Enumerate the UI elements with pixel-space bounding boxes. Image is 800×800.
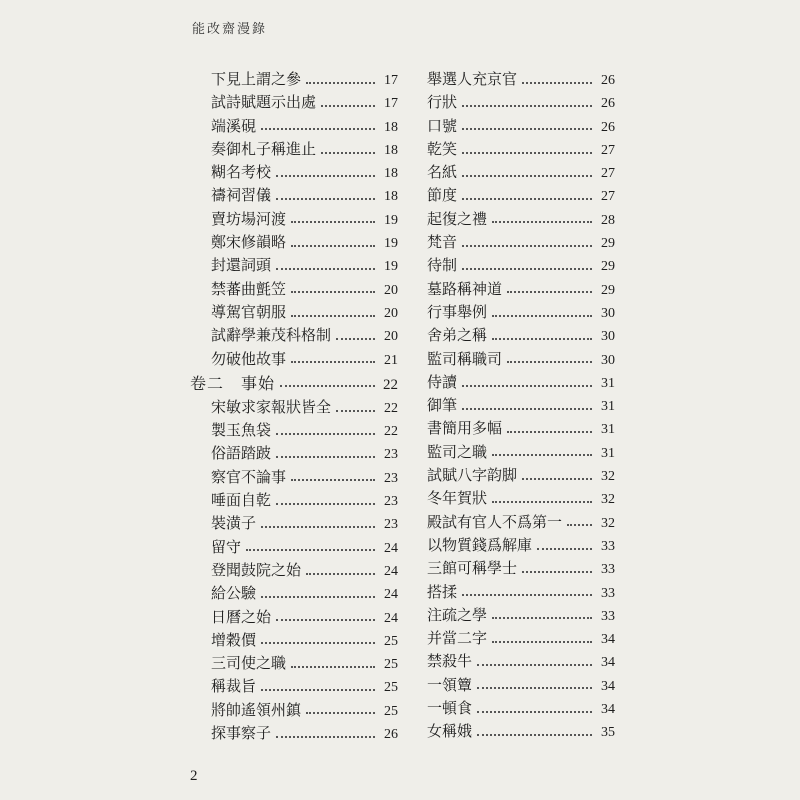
toc-entry-page: 24 (384, 540, 398, 556)
toc-entry (190, 699, 398, 722)
toc-entry-title: 待制 (427, 256, 458, 275)
toc-entry-title: 御筆 (427, 396, 458, 415)
toc-entry-page: 35 (601, 725, 615, 741)
dot-leader (507, 291, 592, 293)
toc-entry-page: 25 (384, 633, 398, 649)
dot-leader (261, 128, 375, 130)
toc-entry-title: 侍讀 (427, 372, 458, 391)
toc-entry-title: 賣坊場河渡 (211, 209, 287, 228)
dot-leader (291, 221, 375, 223)
toc-entry-title: 三館可稱學士 (427, 559, 518, 578)
toc-entry (427, 371, 615, 394)
toc-entry (427, 68, 615, 91)
dot-leader (567, 524, 592, 526)
dot-leader (276, 456, 375, 458)
toc-entry-page: 30 (601, 305, 615, 321)
toc-entry (427, 184, 615, 207)
toc-entry (190, 161, 398, 184)
toc-entry-page: 28 (601, 212, 615, 228)
dot-leader (477, 664, 592, 666)
toc-entry (190, 512, 398, 535)
dot-leader (276, 198, 375, 200)
toc-entry-page: 31 (601, 399, 615, 415)
toc-entry-title: 增穀價 (211, 630, 257, 649)
dot-leader (492, 617, 592, 619)
toc-entry-page: 23 (384, 470, 398, 486)
toc-entry (190, 115, 398, 138)
toc-entry (427, 115, 615, 138)
toc-entry (190, 138, 398, 161)
dot-leader (321, 152, 375, 154)
toc-entry-page: 29 (601, 259, 615, 275)
toc-entry-title: 鄭宋修韻略 (211, 233, 287, 252)
toc-entry (190, 606, 398, 629)
toc-entry-page: 27 (601, 166, 615, 182)
dot-leader (477, 711, 592, 713)
toc-entry-title: 女稱娥 (427, 722, 473, 741)
toc-entry (427, 697, 615, 720)
toc-entry-title: 留守 (211, 537, 242, 556)
toc-entry (427, 581, 615, 604)
dot-leader (246, 549, 375, 551)
toc-entry (427, 627, 615, 650)
toc-entry-title: 一頓食 (427, 699, 473, 718)
toc-entry (190, 91, 398, 114)
toc-entry (427, 417, 615, 440)
toc-entry-title: 以物質錢爲解庫 (427, 535, 533, 554)
toc-entry (190, 208, 398, 231)
toc-entry-title: 舍弟之稱 (427, 326, 488, 345)
dot-leader (261, 642, 375, 644)
dot-leader (291, 666, 375, 668)
dot-leader (291, 361, 375, 363)
toc-entry (190, 348, 398, 371)
dot-leader (291, 245, 375, 247)
dot-leader (477, 734, 592, 736)
toc-entry-title: 俗語踏跛 (211, 444, 272, 463)
toc-entry-page: 18 (384, 189, 398, 205)
toc-entry-page: 29 (601, 282, 615, 298)
toc-entry-title: 名紙 (427, 163, 458, 182)
toc-entry (427, 91, 615, 114)
toc-entry-page: 22 (384, 424, 398, 440)
toc-entry (427, 301, 615, 324)
toc-entry-page: 31 (601, 422, 615, 438)
toc-entry-title: 試賦八字韵脚 (427, 466, 518, 485)
toc-entry-title: 監司之職 (427, 442, 488, 461)
toc-entry-title: 給公驗 (211, 584, 257, 603)
running-head: 能改齋漫錄 (192, 22, 268, 37)
toc-entry-title: 製玉魚袋 (211, 421, 272, 440)
toc-entry (427, 487, 615, 510)
toc-entry-page: 31 (601, 375, 615, 391)
dot-leader (492, 501, 592, 503)
toc-entry-page: 20 (384, 329, 398, 345)
dot-leader (276, 503, 375, 505)
toc-entry-page: 19 (384, 212, 398, 228)
toc-entry-page: 33 (601, 538, 615, 554)
toc-entry (190, 466, 398, 489)
toc-entry-page: 26 (601, 73, 615, 88)
dot-leader (291, 315, 375, 317)
toc-entry (427, 161, 615, 184)
toc-entry (190, 419, 398, 442)
dot-leader (492, 641, 592, 643)
dot-leader (492, 338, 592, 340)
toc-entry (427, 254, 615, 277)
toc-entry-title: 三司使之職 (211, 654, 287, 673)
toc-entry-page: 23 (384, 494, 398, 510)
toc-entry-page: 27 (601, 189, 615, 205)
toc-entry-page: 25 (384, 657, 398, 673)
dot-leader (522, 82, 592, 84)
toc-entry-title: 行狀 (427, 93, 458, 112)
toc-entry (190, 652, 398, 675)
dot-leader (321, 105, 375, 107)
toc-entry-page: 20 (384, 305, 398, 321)
dot-leader (492, 221, 592, 223)
toc-entry-title: 監司稱職司 (427, 349, 503, 368)
dot-leader (507, 361, 592, 363)
dot-leader (462, 245, 592, 247)
toc-entry (190, 442, 398, 465)
dot-leader (507, 431, 592, 433)
toc-entry-page: 24 (384, 563, 398, 579)
toc-entry (190, 559, 398, 582)
dot-leader (477, 687, 592, 689)
toc-entry (427, 348, 615, 371)
toc-entry-title: 禁殺牛 (427, 652, 473, 671)
dot-leader (462, 198, 592, 200)
page-number: 2 (190, 768, 198, 784)
toc-entry-title: 勿破他故事 (211, 349, 287, 368)
dot-leader (492, 315, 592, 317)
dot-leader (522, 478, 592, 480)
toc-entry-title: 封還詞頭 (211, 256, 272, 275)
toc-entry (427, 138, 615, 161)
dot-leader (462, 175, 592, 177)
toc-entry-title: 梵音 (427, 233, 458, 252)
dot-leader (462, 152, 592, 154)
toc-entry-page: 27 (601, 142, 615, 158)
toc-entry-title: 宋敏求家報狀皆全 (211, 397, 332, 416)
toc-column-left (190, 68, 398, 745)
toc-entry-title: 奏御札子稱進止 (211, 139, 317, 158)
toc-entry-page: 21 (384, 352, 398, 368)
toc-entry-page: 32 (601, 515, 615, 531)
toc-entry-page: 17 (384, 73, 398, 88)
toc-entry-title: 行事舉例 (427, 302, 488, 321)
dot-leader (306, 573, 375, 575)
toc-column-right (427, 68, 615, 744)
toc-entry (190, 396, 398, 419)
toc-entry-page: 18 (384, 119, 398, 135)
toc-entry (190, 278, 398, 301)
dot-leader (261, 526, 375, 528)
toc-entry-page: 33 (601, 585, 615, 601)
toc-entry (427, 394, 615, 417)
toc-entry-title: 探事察子 (211, 724, 272, 743)
toc-entry-title: 并當二字 (427, 629, 488, 648)
toc-entry (190, 489, 398, 512)
toc-entry (190, 536, 398, 559)
toc-entry-title: 導駕官朝服 (211, 302, 287, 321)
toc-entry-title: 稱裁旨 (211, 677, 257, 696)
toc-entry-title: 將帥遙領州鎮 (211, 700, 302, 719)
toc-entry-page: 22 (383, 376, 398, 393)
toc-entry (190, 722, 398, 745)
toc-entry (427, 208, 615, 231)
toc-entry (427, 720, 615, 743)
toc-chapter-heading (190, 371, 398, 396)
toc-entry-page: 34 (601, 702, 615, 718)
toc-entry-page: 33 (601, 608, 615, 624)
toc-entry (190, 68, 398, 91)
toc-entry (190, 629, 398, 652)
dot-leader (276, 736, 375, 738)
toc-entry-page: 18 (384, 166, 398, 182)
toc-entry-title: 裝潢子 (211, 514, 257, 533)
toc-entry-page: 19 (384, 236, 398, 252)
toc-entry-page: 24 (384, 587, 398, 603)
toc-entry (427, 511, 615, 534)
toc-entry-page: 34 (601, 632, 615, 648)
toc-entry-title: 下見上謂之參 (211, 70, 302, 88)
dot-leader (462, 408, 592, 410)
toc-entry (190, 324, 398, 347)
toc-entry-title: 節度 (427, 186, 458, 205)
toc-entry-title: 起復之禮 (427, 209, 488, 228)
toc-entry-title: 一領簟 (427, 675, 473, 694)
toc-entry (190, 184, 398, 207)
toc-entry-title: 冬年賀狀 (427, 489, 488, 508)
toc-entry-title: 書簡用多幅 (427, 419, 503, 438)
dot-leader (462, 594, 592, 596)
toc-entry-title: 禁蕃曲氈笠 (211, 279, 287, 298)
toc-entry-page: 23 (384, 517, 398, 533)
toc-entry-title: 乾笑 (427, 139, 458, 158)
toc-entry-title: 禱祠習儀 (211, 186, 272, 205)
toc-entry-page: 20 (384, 282, 398, 298)
toc-entry-page: 32 (601, 469, 615, 485)
toc-entry-page: 30 (601, 329, 615, 345)
toc-entry-title: 登聞鼓院之始 (211, 560, 302, 579)
toc-entry-page: 22 (384, 400, 398, 416)
toc-entry-page: 34 (601, 655, 615, 671)
dot-leader (462, 128, 592, 130)
toc-entry-title: 搭揉 (427, 582, 458, 601)
dot-leader (291, 479, 375, 481)
toc-entry-page: 25 (384, 680, 398, 696)
dot-leader (261, 596, 375, 598)
toc-entry (190, 231, 398, 254)
toc-entry-page: 29 (601, 236, 615, 252)
toc-entry-page: 31 (601, 445, 615, 461)
toc-entry-page: 18 (384, 142, 398, 158)
dot-leader (336, 338, 375, 340)
toc-entry-page: 26 (601, 119, 615, 135)
toc-entry-page: 34 (601, 678, 615, 694)
toc-entry (427, 441, 615, 464)
toc-entry-title: 注疏之學 (427, 605, 488, 624)
toc-entry-title: 糊名考校 (211, 163, 272, 182)
toc-entry-title: 日曆之始 (211, 607, 272, 626)
toc-entry (427, 674, 615, 697)
toc-entry (427, 650, 615, 673)
dot-leader (336, 410, 375, 412)
toc-entry-title: 察官不論事 (211, 467, 287, 486)
toc-entry-title: 卷二 事始 (190, 373, 276, 393)
dot-leader (276, 619, 375, 621)
dot-leader (306, 712, 375, 714)
dot-leader (276, 433, 375, 435)
toc-entry-page: 32 (601, 492, 615, 508)
toc-entry-title: 試辭學兼茂科格制 (211, 326, 332, 345)
toc-entry-page: 26 (384, 727, 398, 743)
toc-entry-title: 口號 (427, 116, 458, 135)
toc-entry (427, 324, 615, 347)
toc-entry-page: 17 (384, 96, 398, 112)
toc-entry-page: 33 (601, 562, 615, 578)
toc-entry-page: 19 (384, 259, 398, 275)
toc-entry (427, 534, 615, 557)
dot-leader (276, 175, 375, 177)
dot-leader (522, 571, 592, 573)
toc-entry (427, 464, 615, 487)
dot-leader (462, 105, 592, 107)
toc-entry-title: 唾面自乾 (211, 491, 272, 510)
toc-entry (427, 278, 615, 301)
dot-leader (537, 548, 592, 550)
dot-leader (462, 268, 592, 270)
toc-entry-page: 26 (601, 96, 615, 112)
dot-leader (291, 291, 375, 293)
toc-entry (190, 254, 398, 277)
dot-leader (280, 385, 375, 387)
toc-entry-title: 殿試有官人不爲第一 (427, 512, 563, 531)
dot-leader (276, 268, 375, 270)
dot-leader (261, 689, 375, 691)
toc-entry (427, 557, 615, 580)
dot-leader (462, 385, 592, 387)
toc-entry-page: 25 (384, 703, 398, 719)
toc-entry-title: 墓路稱神道 (427, 279, 503, 298)
toc-entry (190, 675, 398, 698)
toc-entry (427, 231, 615, 254)
toc-entry-page: 30 (601, 352, 615, 368)
toc-entry-title: 端溪硯 (211, 116, 257, 135)
toc-entry (427, 604, 615, 627)
dot-leader (492, 454, 592, 456)
dot-leader (306, 82, 375, 84)
toc-entry (190, 301, 398, 324)
toc-entry-page: 24 (384, 610, 398, 626)
toc-entry-title: 試詩賦題示出處 (211, 93, 317, 112)
toc-entry (190, 582, 398, 605)
toc-entry-title: 舉選人充京官 (427, 70, 518, 88)
toc-entry-page: 23 (384, 447, 398, 463)
